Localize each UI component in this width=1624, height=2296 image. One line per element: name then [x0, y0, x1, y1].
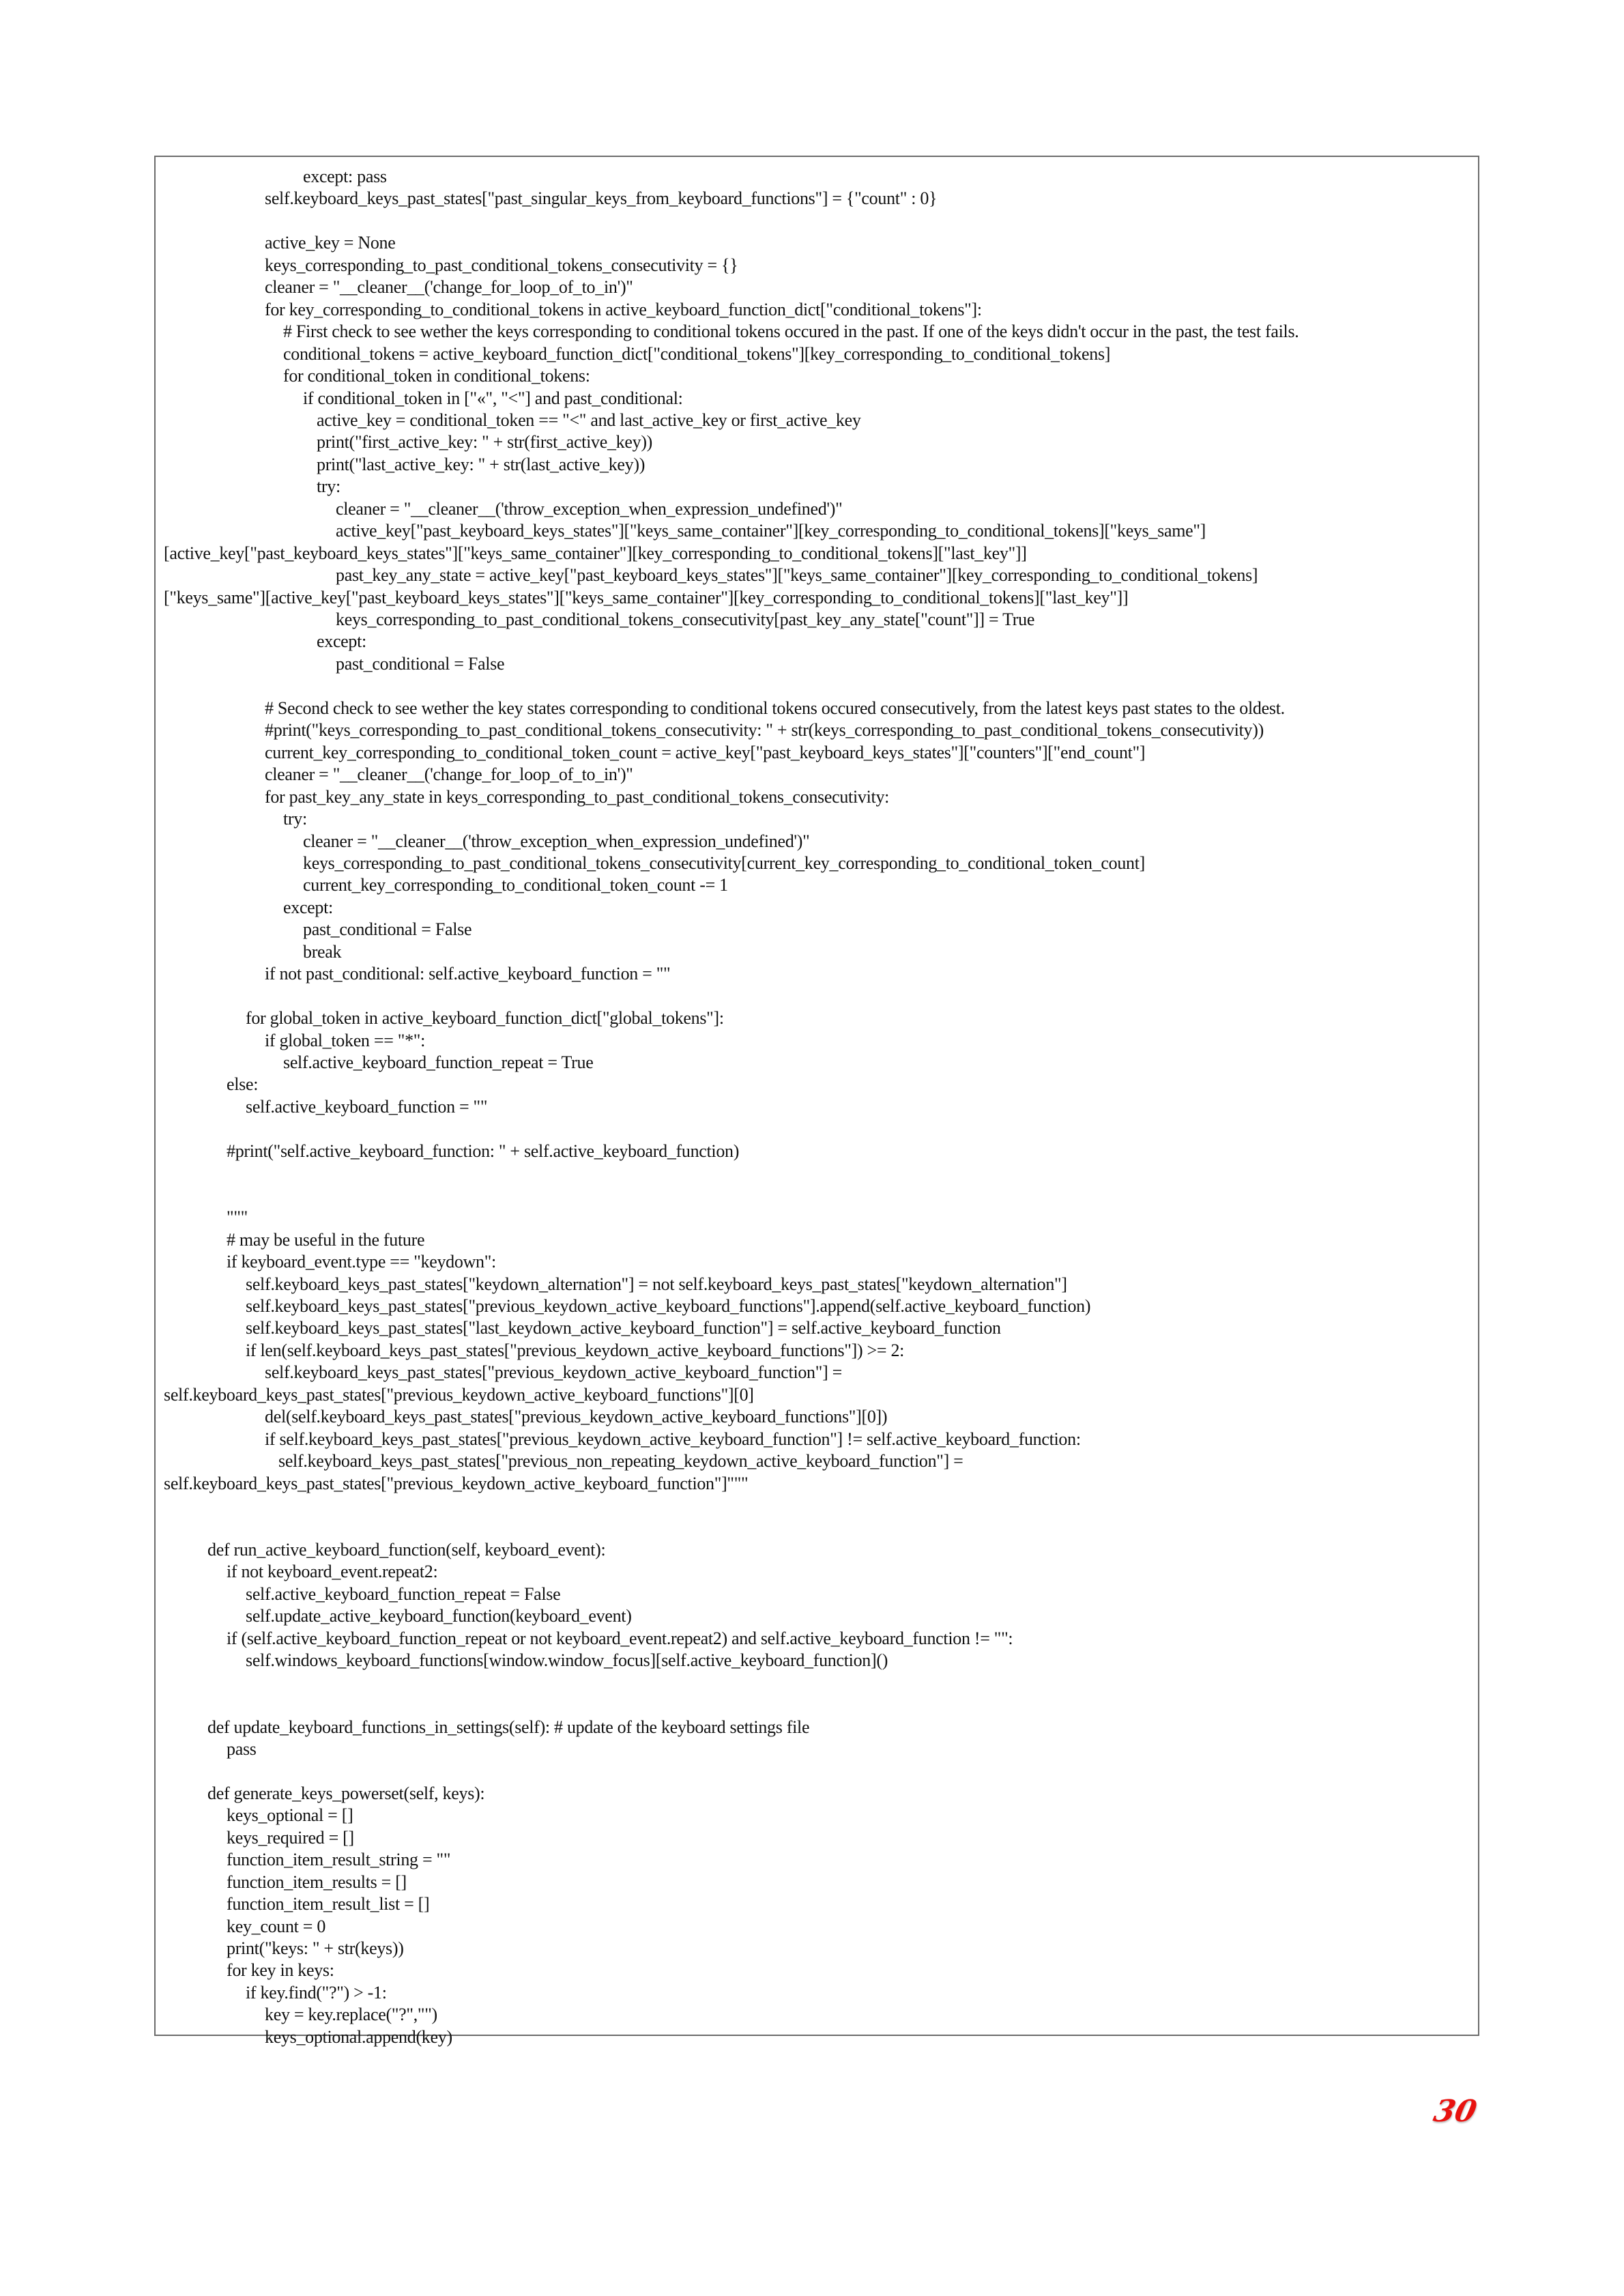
code-line: self.active_keyboard_function_repeat = False — [246, 1583, 561, 1604]
code-line: self.keyboard_keys_past_states["previous_non_repeating_keydown_active_keyboard_function"] = — [278, 1451, 963, 1472]
code-line: for key in keys: — [227, 1960, 334, 1981]
code-line: [active_key["past_keyboard_keys_states"]["keys_same_container"][key_corresponding_to_conditional_tokens]["last_key"]] — [164, 543, 1027, 563]
code-line: # First check to see wether the keys corresponding to conditional tokens occured in the past. If one of the keys didn't occur in the past, the test fails. — [283, 321, 1299, 342]
code-line: break — [303, 941, 342, 962]
code-line: active_key = conditional_token == "<" and last_active_key or first_active_key — [317, 410, 861, 430]
code-line: cleaner = "__cleaner__('change_for_loop_of_to_in')" — [265, 764, 633, 785]
code-line: if global_token == "*": — [265, 1030, 426, 1050]
code-line: def run_active_keyboard_function(self, keyboard_event): — [207, 1539, 606, 1560]
code-line: self.active_keyboard_function_repeat = True — [283, 1052, 594, 1072]
code-line: keys_optional = [] — [227, 1805, 353, 1826]
code-line: print("first_active_key: " + str(first_active_key)) — [317, 432, 653, 453]
code-line: for conditional_token in conditional_tokens: — [283, 366, 590, 386]
code-line: if not past_conditional: self.active_keyboard_function = "" — [265, 964, 671, 984]
code-line: self.keyboard_keys_past_states["previous_keydown_active_keyboard_function"] = — [265, 1362, 842, 1383]
code-line: current_key_corresponding_to_conditional_token_count -= 1 — [303, 875, 728, 895]
code-line: # Second check to see wether the key states corresponding to conditional tokens occured consecutively, from the latest keys past states to the oldest. — [265, 698, 1285, 718]
code-line: self.keyboard_keys_past_states["past_singular_keys_from_keyboard_functions"] = {"count" : 0} — [265, 188, 938, 209]
code-line: cleaner = "__cleaner__('change_for_loop_of_to_in')" — [265, 277, 633, 298]
code-line: else: — [227, 1074, 259, 1095]
code-line: if not keyboard_event.repeat2: — [227, 1562, 438, 1582]
code-line: for key_corresponding_to_conditional_tokens in active_keyboard_function_dict["conditional_tokens"]: — [265, 299, 982, 319]
code-line: cleaner = "__cleaner__('throw_exception_when_expression_undefined')" — [303, 831, 810, 851]
code-line: # may be useful in the future — [227, 1229, 425, 1250]
code-line: keys_optional.append(key) — [265, 2026, 452, 2047]
code-line: if keyboard_event.type == "keydown": — [227, 1252, 496, 1272]
code-line: active_key = None — [265, 233, 396, 253]
code-line: if conditional_token in ["«", "<"] and past_conditional: — [303, 388, 683, 408]
code-line: #print("self.active_keyboard_function: " + self.active_keyboard_function) — [227, 1140, 740, 1161]
code-line: try: — [317, 476, 340, 497]
code-line: current_key_corresponding_to_conditional_token_count = active_key["past_keyboard_keys_states"]["counters"]["end_count"] — [265, 742, 1146, 762]
code-line: past_key_any_state = active_key["past_keyboard_keys_states"]["keys_same_container"][key_corresponding_to_conditional_tokens] — [336, 565, 1258, 586]
code-line: past_conditional = False — [336, 653, 505, 674]
page-number: 30 — [1430, 2094, 1480, 2129]
code-line: function_item_results = [] — [227, 1871, 407, 1892]
code-line: def generate_keys_powerset(self, keys): — [207, 1783, 485, 1803]
code-line: keys_corresponding_to_past_conditional_tokens_consecutivity[current_key_corresponding_to_conditional_token_count] — [303, 852, 1146, 873]
code-line: self.keyboard_keys_past_states["previous_keydown_active_keyboard_function"]""" — [164, 1473, 749, 1493]
code-line: self.keyboard_keys_past_states["previous_keydown_active_keyboard_functions"].append(self.active_keyboard_function) — [246, 1295, 1091, 1316]
code-line: if (self.active_keyboard_function_repeat or not keyboard_event.repeat2) and self.active_keyboard_function != "": — [227, 1628, 1013, 1648]
code-line: keys_corresponding_to_past_conditional_tokens_consecutivity = {} — [265, 255, 738, 275]
code-line: function_item_result_string = "" — [227, 1850, 451, 1870]
code-listing-frame — [154, 156, 1479, 2047]
code-line: if len(self.keyboard_keys_past_states["previous_keydown_active_keyboard_functions"]) >= 2: — [246, 1340, 905, 1360]
code-line: keys_required = [] — [227, 1827, 354, 1848]
code-line: #print("keys_corresponding_to_past_conditional_tokens_consecutivity: " + str(keys_corresponding_to_past_conditional_tokens_consecutivity)) — [265, 720, 1264, 741]
code-line: key_count = 0 — [227, 1916, 326, 1936]
code-line: if self.keyboard_keys_past_states["previous_keydown_active_keyboard_function"] != self.active_keyboard_function: — [265, 1429, 1081, 1449]
code-line: """ — [227, 1207, 248, 1228]
code-line: except: pass — [303, 167, 387, 186]
code-line: past_conditional = False — [303, 919, 472, 940]
code-line: conditional_tokens = active_keyboard_function_dict["conditional_tokens"][key_corresponding_to_conditional_tokens] — [283, 343, 1111, 364]
code-line: pass — [227, 1738, 257, 1759]
code-line: for past_key_any_state in keys_corresponding_to_past_conditional_tokens_consecutivity: — [265, 786, 890, 807]
code-line: self.update_active_keyboard_function(keyboard_event) — [246, 1606, 632, 1626]
code-line: function_item_result_list = [] — [227, 1894, 430, 1914]
code-line: self.keyboard_keys_past_states["keydown_alternation"] = not self.keyboard_keys_past_states["keydown_alternation"] — [246, 1274, 1067, 1294]
code-line: except: — [283, 897, 333, 917]
code-line: if key.find("?") > -1: — [246, 1982, 387, 2003]
code-line: print("last_active_key: " + str(last_active_key)) — [317, 454, 646, 474]
code-line: self.active_keyboard_function = "" — [246, 1096, 488, 1117]
code-line: except: — [317, 631, 366, 652]
code-line: self.keyboard_keys_past_states["previous_keydown_active_keyboard_functions"][0] — [164, 1384, 754, 1405]
code-line: def update_keyboard_functions_in_settings(self): # update of the keyboard settings file — [207, 1717, 810, 1737]
code-line: self.keyboard_keys_past_states["last_keydown_active_keyboard_function"] = self.active_keyboard_function — [246, 1318, 1001, 1338]
code-line: self.windows_keyboard_functions[window.window_focus][self.active_keyboard_function]() — [246, 1650, 888, 1671]
code-line: keys_corresponding_to_past_conditional_tokens_consecutivity[past_key_any_state["count"]] = True — [336, 609, 1035, 629]
code-line: ["keys_same"][active_key["past_keyboard_keys_states"]["keys_same_container"][key_corresponding_to_conditional_tokens]["last_key"]] — [164, 587, 1129, 607]
code-line: active_key["past_keyboard_keys_states"]["keys_same_container"][key_corresponding_to_conditional_tokens]["keys_same"] — [336, 521, 1206, 541]
code-line: for global_token in active_keyboard_function_dict["global_tokens"]: — [246, 1008, 724, 1029]
code-line: key = key.replace("?","") — [265, 2005, 437, 2025]
code-line: cleaner = "__cleaner__('throw_exception_when_expression_undefined')" — [336, 498, 843, 519]
code-line: print("keys: " + str(keys)) — [227, 1938, 404, 1958]
code-line: del(self.keyboard_keys_past_states["previous_keydown_active_keyboard_functions"][0]) — [265, 1407, 888, 1427]
code-line: try: — [283, 809, 307, 829]
